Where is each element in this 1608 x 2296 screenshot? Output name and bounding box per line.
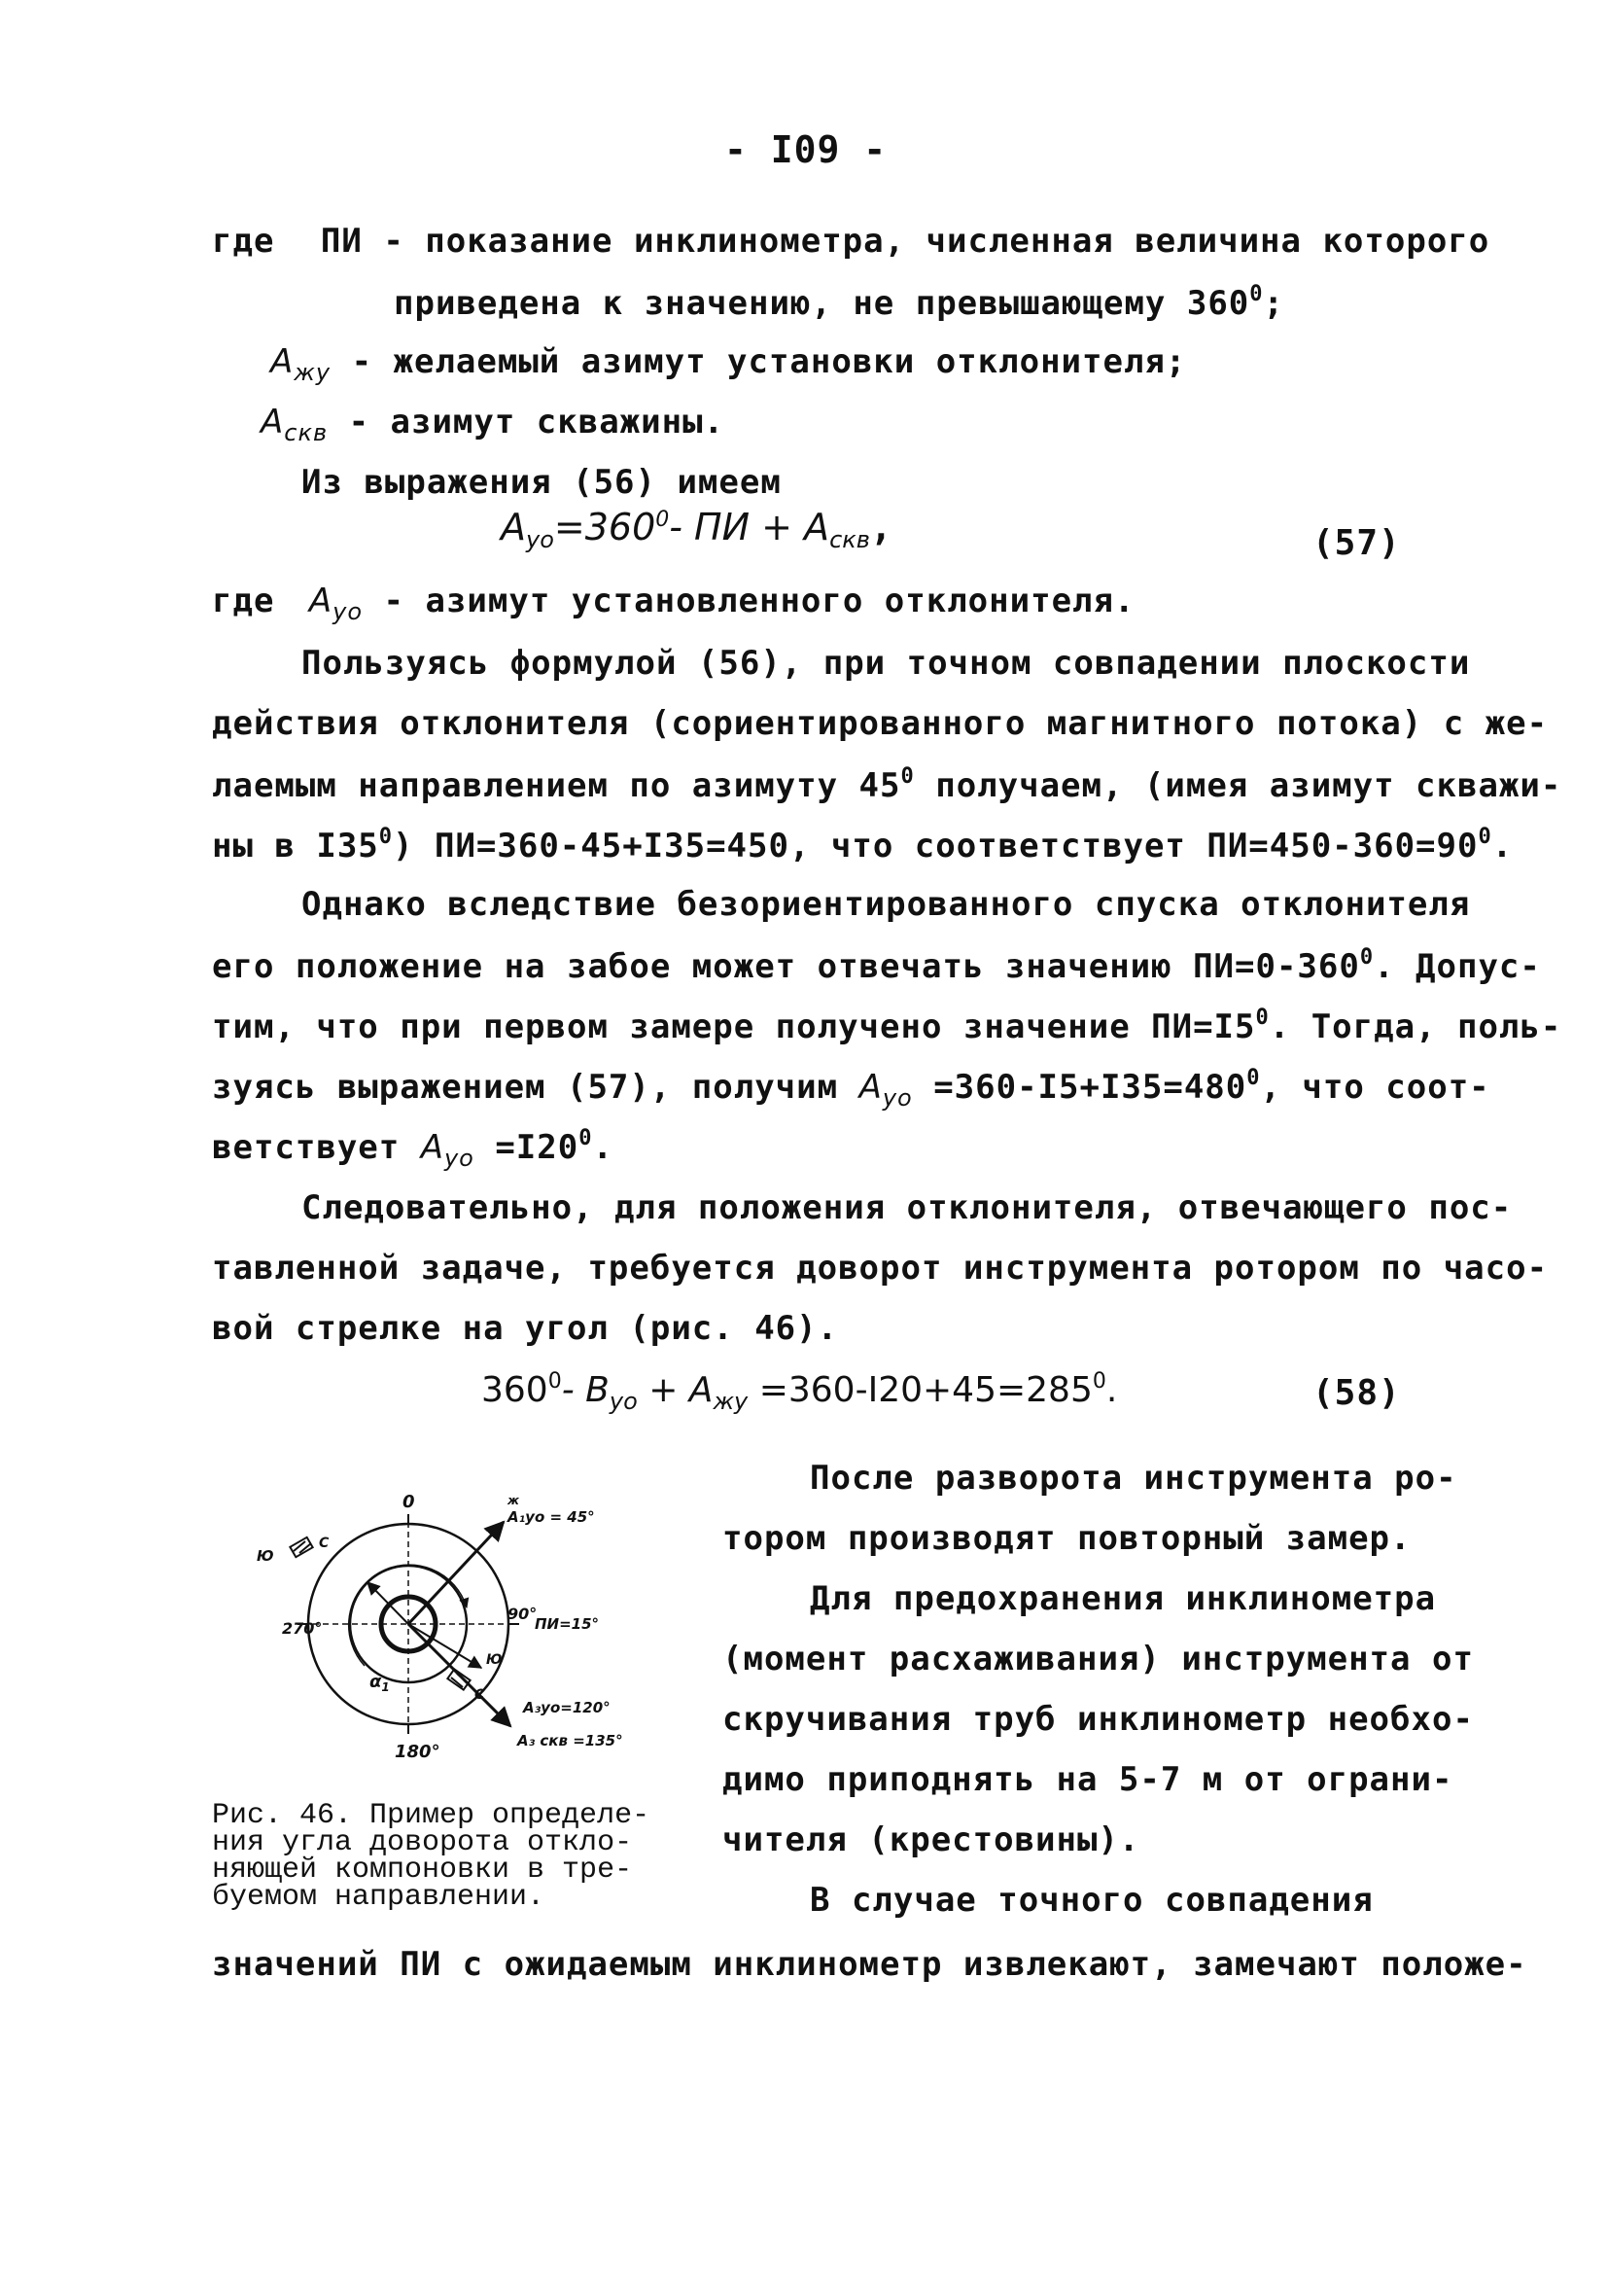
def-pi-cont — [394, 282, 1284, 323]
def-lead: где — [212, 222, 275, 261]
figure-caption-line3: няющей компоновки в тре- — [212, 1854, 633, 1887]
equation-58-number: (58) — [1312, 1373, 1401, 1413]
eq57-b-sub: скв — [829, 526, 870, 553]
degree-sup: 0 — [1255, 1006, 1270, 1030]
para1-line3 — [212, 764, 1561, 805]
alpha-sub: 1 — [381, 1680, 390, 1694]
eq58-a: 360 — [481, 1370, 548, 1410]
figure-caption-line2: ния угла доворота откло- — [212, 1826, 633, 1859]
fig-label-a3yo: A₃уо=120° — [523, 1699, 611, 1716]
right-col-line6: димо приподнять на 5-7 м от ограни- — [722, 1760, 1453, 1799]
para2-line3 — [212, 1006, 1561, 1046]
page-number: - I09 - — [724, 128, 888, 171]
def3-symbol: A — [261, 403, 285, 442]
para2-l5-text: ветствует — [212, 1128, 421, 1167]
right-col-line1: После разворота инструмента ро- — [810, 1459, 1457, 1498]
para1-line2: действия отклонителя (сориентированного магнитного потока) с же- — [212, 704, 1549, 743]
ayo-sub: уо — [882, 1084, 913, 1112]
eq57-end: , — [869, 506, 892, 548]
para1-line4: ны в $I35^0$) ПИ=360-45+I35=450, что соответствует $ПИ=450-360=90^0$. — [212, 825, 1514, 865]
eq58-rest: =360-I20+45=285 — [748, 1370, 1093, 1410]
para2-l2-end: . Допус- — [1374, 947, 1541, 986]
right-col-line7: чителя (крестовины). — [722, 1820, 1140, 1859]
fig-label-180: 180° — [395, 1742, 440, 1762]
fig-label-a1yo: A₁уо = 45° — [507, 1508, 595, 1526]
def-cont-end: ; — [1263, 284, 1284, 323]
eq58-c: + A — [637, 1370, 714, 1410]
para2-l3-text: тим, что при первом замере получено значение ПИ=I5 — [212, 1007, 1256, 1046]
para1-l4-mid: ) — [393, 827, 435, 865]
eq58-rest-sup: 0 — [1092, 1369, 1106, 1394]
def-azh-line — [270, 342, 1186, 386]
degree-sup: 0 — [378, 825, 394, 849]
para1-l3-text: лаемым направлением по азимуту 45 — [212, 766, 901, 805]
para2-l5-end: =I20 — [473, 1128, 579, 1167]
para2-l2-text: его положение на забое может отвечать значению ПИ=0-360 — [212, 947, 1360, 986]
eq58-sup: 0 — [547, 1369, 562, 1394]
para2-l3-end: . Тогда, поль- — [1269, 1007, 1562, 1046]
hatch-top-left — [290, 1537, 312, 1557]
eq57-sup: 0 — [655, 508, 670, 532]
def-cont-text: приведена к значению, не превышающему 360 — [394, 284, 1250, 323]
figure-caption-line4: буемом направлении. — [212, 1881, 545, 1914]
def3-sub: скв — [284, 419, 329, 446]
ayo-sub: уо — [443, 1145, 474, 1172]
eq58-end: . — [1105, 1370, 1118, 1410]
degree-sup: 0 — [1359, 945, 1375, 970]
para3-line2: тавленной задаче, требуется доворот инструмента ротором по часо- — [212, 1249, 1549, 1288]
right-col-line8: В случае точного совпадения — [810, 1881, 1374, 1920]
last-line: значений ПИ с ожидаемым инклинометр извлекают, замечают положе- — [212, 1945, 1527, 1984]
def-pi-line — [212, 222, 1489, 261]
para1-l3-end: получаем, (имея азимут скважи- — [914, 766, 1562, 805]
degree-sup: 0 — [1246, 1066, 1261, 1090]
para2-line4 — [212, 1066, 1490, 1112]
degree-sup: 0 — [1478, 825, 1492, 849]
ayo-symbol: A — [858, 1068, 883, 1107]
para1-l4-a: ны в I35 — [212, 827, 379, 865]
ayo-symbol: A — [420, 1128, 444, 1167]
def-askv-line — [261, 403, 724, 446]
right-col-line2: тором производят повторный замер. — [722, 1519, 1412, 1558]
eq57-mid: =360 — [553, 506, 656, 548]
para2-l4-text: зуясь выражением (57), получим — [212, 1068, 859, 1107]
right-col-line3: Для предохранения инклинометра — [810, 1579, 1437, 1618]
eq58-b: - B — [561, 1370, 610, 1410]
def3-text: - азимут скважины. — [328, 403, 725, 442]
fig-label-pi: ПИ=15° — [535, 1615, 600, 1633]
fig-label-c-right: С — [474, 1687, 485, 1703]
alpha-symbol: α — [369, 1672, 382, 1692]
eq57-a: A — [501, 506, 526, 548]
def-text: - показание инклинометра, численная величина которого — [362, 222, 1490, 261]
para2-line1: Однако вследствие безориентированного спуска отклонителя — [301, 885, 1471, 924]
figure-caption-line1: Рис. 46. Пример определе- — [212, 1799, 650, 1832]
degree-sup: 0 — [578, 1126, 593, 1150]
eq58-c-sub: жу — [713, 1388, 749, 1415]
para2-line5: ветствует $A_{уо} =I20^0$. — [212, 1126, 613, 1172]
def2-text: - желаемый азимут установки отклонителя; — [331, 342, 1187, 381]
fig-label-0: 0 — [402, 1493, 415, 1512]
para1-l4-b: ПИ=360-45+I35=450, что соответствует ПИ=450-360=90 — [434, 827, 1479, 865]
def4-symbol: A — [308, 582, 333, 620]
para3-line3: вой стрелке на угол (рис. 46). — [212, 1309, 839, 1348]
fig-label-alpha — [369, 1672, 390, 1694]
right-col-line4: (момент расхаживания) инструмента от — [722, 1640, 1474, 1678]
equation-57 — [501, 506, 892, 553]
para3-line1: Следовательно, для положения отклонителя, отвечающего пос- — [301, 1188, 1513, 1227]
fig-label-90: 90° — [507, 1605, 538, 1623]
eq57-mid2: - ПИ + A — [669, 506, 830, 548]
figure-46-diagram — [243, 1493, 661, 1784]
right-col-line5: скручивания труб инклинометр необхо- — [722, 1700, 1474, 1739]
arrow-pi — [367, 1582, 408, 1624]
def2-symbol: A — [270, 342, 295, 381]
def4-sub: уо — [332, 598, 364, 625]
def4-lead: где — [212, 582, 275, 620]
def-symbol: ПИ — [320, 222, 363, 261]
degree-sup: 0 — [1249, 282, 1264, 306]
def4-text: - азимут установленного отклонителя. — [363, 582, 1136, 620]
fig-label-zh: ж — [507, 1494, 519, 1507]
para2-l4-mid: =360-I5+I35=480 — [912, 1068, 1247, 1107]
para1-line1: Пользуясь формулой (56), при точном совпадении плоскости — [301, 644, 1471, 683]
fig-label-yu-top: Ю — [257, 1547, 274, 1565]
fig-label-270: 270° — [282, 1619, 323, 1638]
para2-l4-end: , что соот- — [1260, 1068, 1490, 1107]
para2-line2 — [212, 945, 1541, 986]
fig-label-yu-right: Ю — [486, 1652, 503, 1668]
equation-57-number: (57) — [1312, 523, 1401, 563]
hatch-bottom-right — [447, 1669, 470, 1689]
eq57-a-sub: уо — [526, 526, 554, 553]
fig-label-a3skv: A₃ скв =135° — [517, 1732, 623, 1749]
def2-sub: жу — [294, 359, 332, 386]
eq58-b-sub: уо — [609, 1388, 638, 1415]
fig-label-c-top: С — [319, 1536, 330, 1551]
equation-58 — [481, 1369, 1117, 1415]
intro-57: Из выражения (56) имеем — [301, 463, 782, 502]
def-ayo-line — [212, 582, 1135, 625]
degree-sup: 0 — [900, 764, 915, 789]
